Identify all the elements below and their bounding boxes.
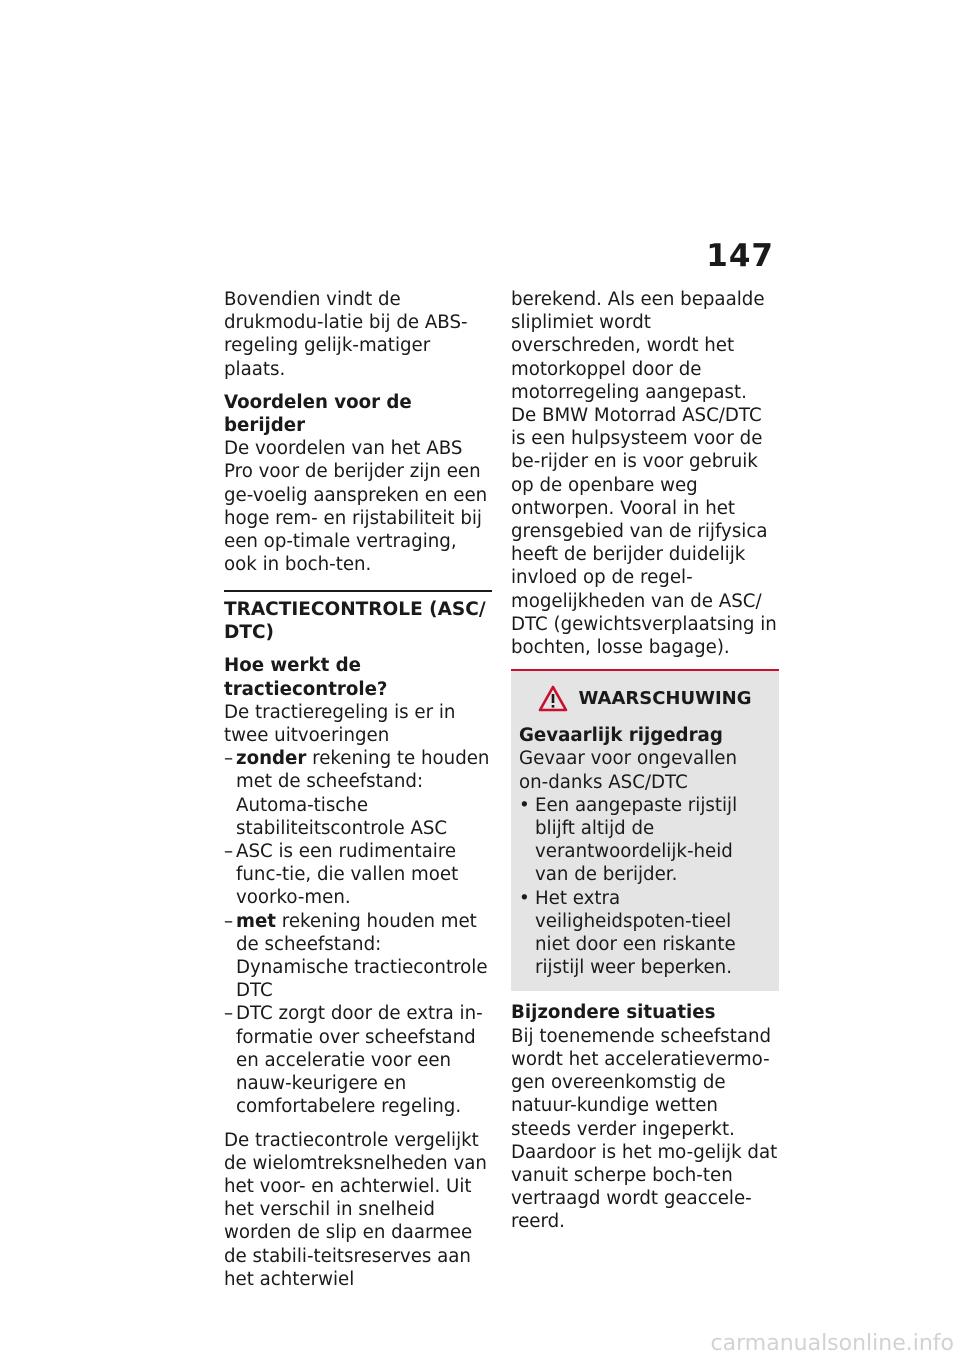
item-bold: met: [236, 910, 276, 932]
watermark: carmanualsonline.info: [710, 1331, 954, 1356]
warning-triangle-icon: [538, 685, 568, 712]
section-title: TRACTIECONTROLE (ASC/ DTC): [224, 590, 492, 644]
advantages-heading: Voordelen voor de berijder: [224, 391, 412, 437]
left-column: [224, 288, 492, 1291]
dash-mark: –: [224, 1003, 234, 1025]
list-item: [224, 910, 492, 1003]
bmw-paragraph: De BMW Motorrad ASC/DTC is een hulpsysteem voor de be-rijder en is voor gebruik op de openbare weg ontworpen. Vooral in het grensgebied van de rijfysica heeft de berijder duidelijk invloed op de regel-mogelijkheden van de ASC/ DTC (gewichtsverplaatsing in bochten, losse bagage).: [511, 405, 777, 659]
variant-list: [224, 747, 492, 1118]
warning-box: [511, 669, 779, 991]
page-number: 147: [706, 238, 774, 274]
advantages-paragraph: De voordelen van het ABS Pro voor de berijder zijn een ge-voelig aanspreken en een hoge rem- en rijstabiliteit bij een op-timale vertraging, ook in boch-ten.: [224, 438, 488, 576]
dash-mark: –: [224, 910, 234, 932]
warning-subheading: Gevaarlijk rijgedrag: [519, 725, 723, 747]
special-heading: Bijzondere situaties: [511, 1002, 716, 1024]
item-text: rekening te houden met de scheefstand: Automa-tische stabiliteitscontrole ASC: [236, 748, 490, 839]
dash-mark: –: [224, 841, 234, 863]
bullet-mark: •: [519, 794, 530, 816]
continued-paragraph: berekend. Als een bepaalde sliplimiet wordt overschreden, wordt het motorkoppel door de motorregeling aangepast.: [511, 289, 765, 403]
warning-bullet: [519, 887, 771, 980]
warning-header: [519, 685, 771, 712]
warning-bullet-text: Een aangepaste rijstijl blijft altijd de verantwoordelijk-heid van de berijder.: [535, 794, 738, 886]
item-text: DTC zorgt door de extra in-formatie over scheefstand en acceleratie voor een nauw-keurigere en comfortabelere regeling.: [236, 1003, 483, 1118]
item-text: ASC is een rudimentaire func-tie, die vallen moet voorko-men.: [236, 841, 459, 909]
item-text: rekening houden met de scheefstand: Dynamische tractiecontrole DTC: [236, 910, 488, 1002]
closing-paragraph: De tractiecontrole vergelijkt de wielomtreksnelheden van het voor- en achterwiel. Uit het verschil in snelheid worden de slip en daarmee de stabili-teitsreserves aan het achterwiel: [224, 1129, 487, 1290]
item-bold: zonder: [236, 748, 307, 770]
intro-paragraph: Bovendien vindt de drukmodu-latie bij de ABS-regeling gelijk-matiger plaats.: [224, 289, 468, 380]
warning-bullet-text: Het extra veiligheidspoten-tieel niet door een riskante rijstijl weer beperken.: [535, 887, 736, 979]
warning-title: WAARSCHUWING: [578, 688, 752, 710]
right-column: [511, 288, 779, 1234]
special-paragraph: Bij toenemende scheefstand wordt het acceleratievermo-gen overeenkomstig de natuur-kundige wetten steeds verder ingeperkt. Daardoor is het mo-gelijk dat vanuit scherpe boch-ten vertraagd wordt geaccele-reerd.: [511, 1025, 778, 1233]
list-item: [224, 840, 492, 910]
bullet-mark: •: [519, 887, 530, 909]
warning-text: Gevaar voor ongevallen on-danks ASC/DTC: [519, 748, 737, 793]
dash-mark: –: [224, 748, 234, 770]
warning-bullet: [519, 794, 771, 887]
list-item: [224, 1002, 492, 1118]
list-item: [224, 747, 492, 840]
how-heading: Hoe werkt de tractiecontrole?: [224, 655, 388, 700]
how-paragraph: De tractieregeling is er in twee uitvoeringen: [224, 701, 456, 747]
